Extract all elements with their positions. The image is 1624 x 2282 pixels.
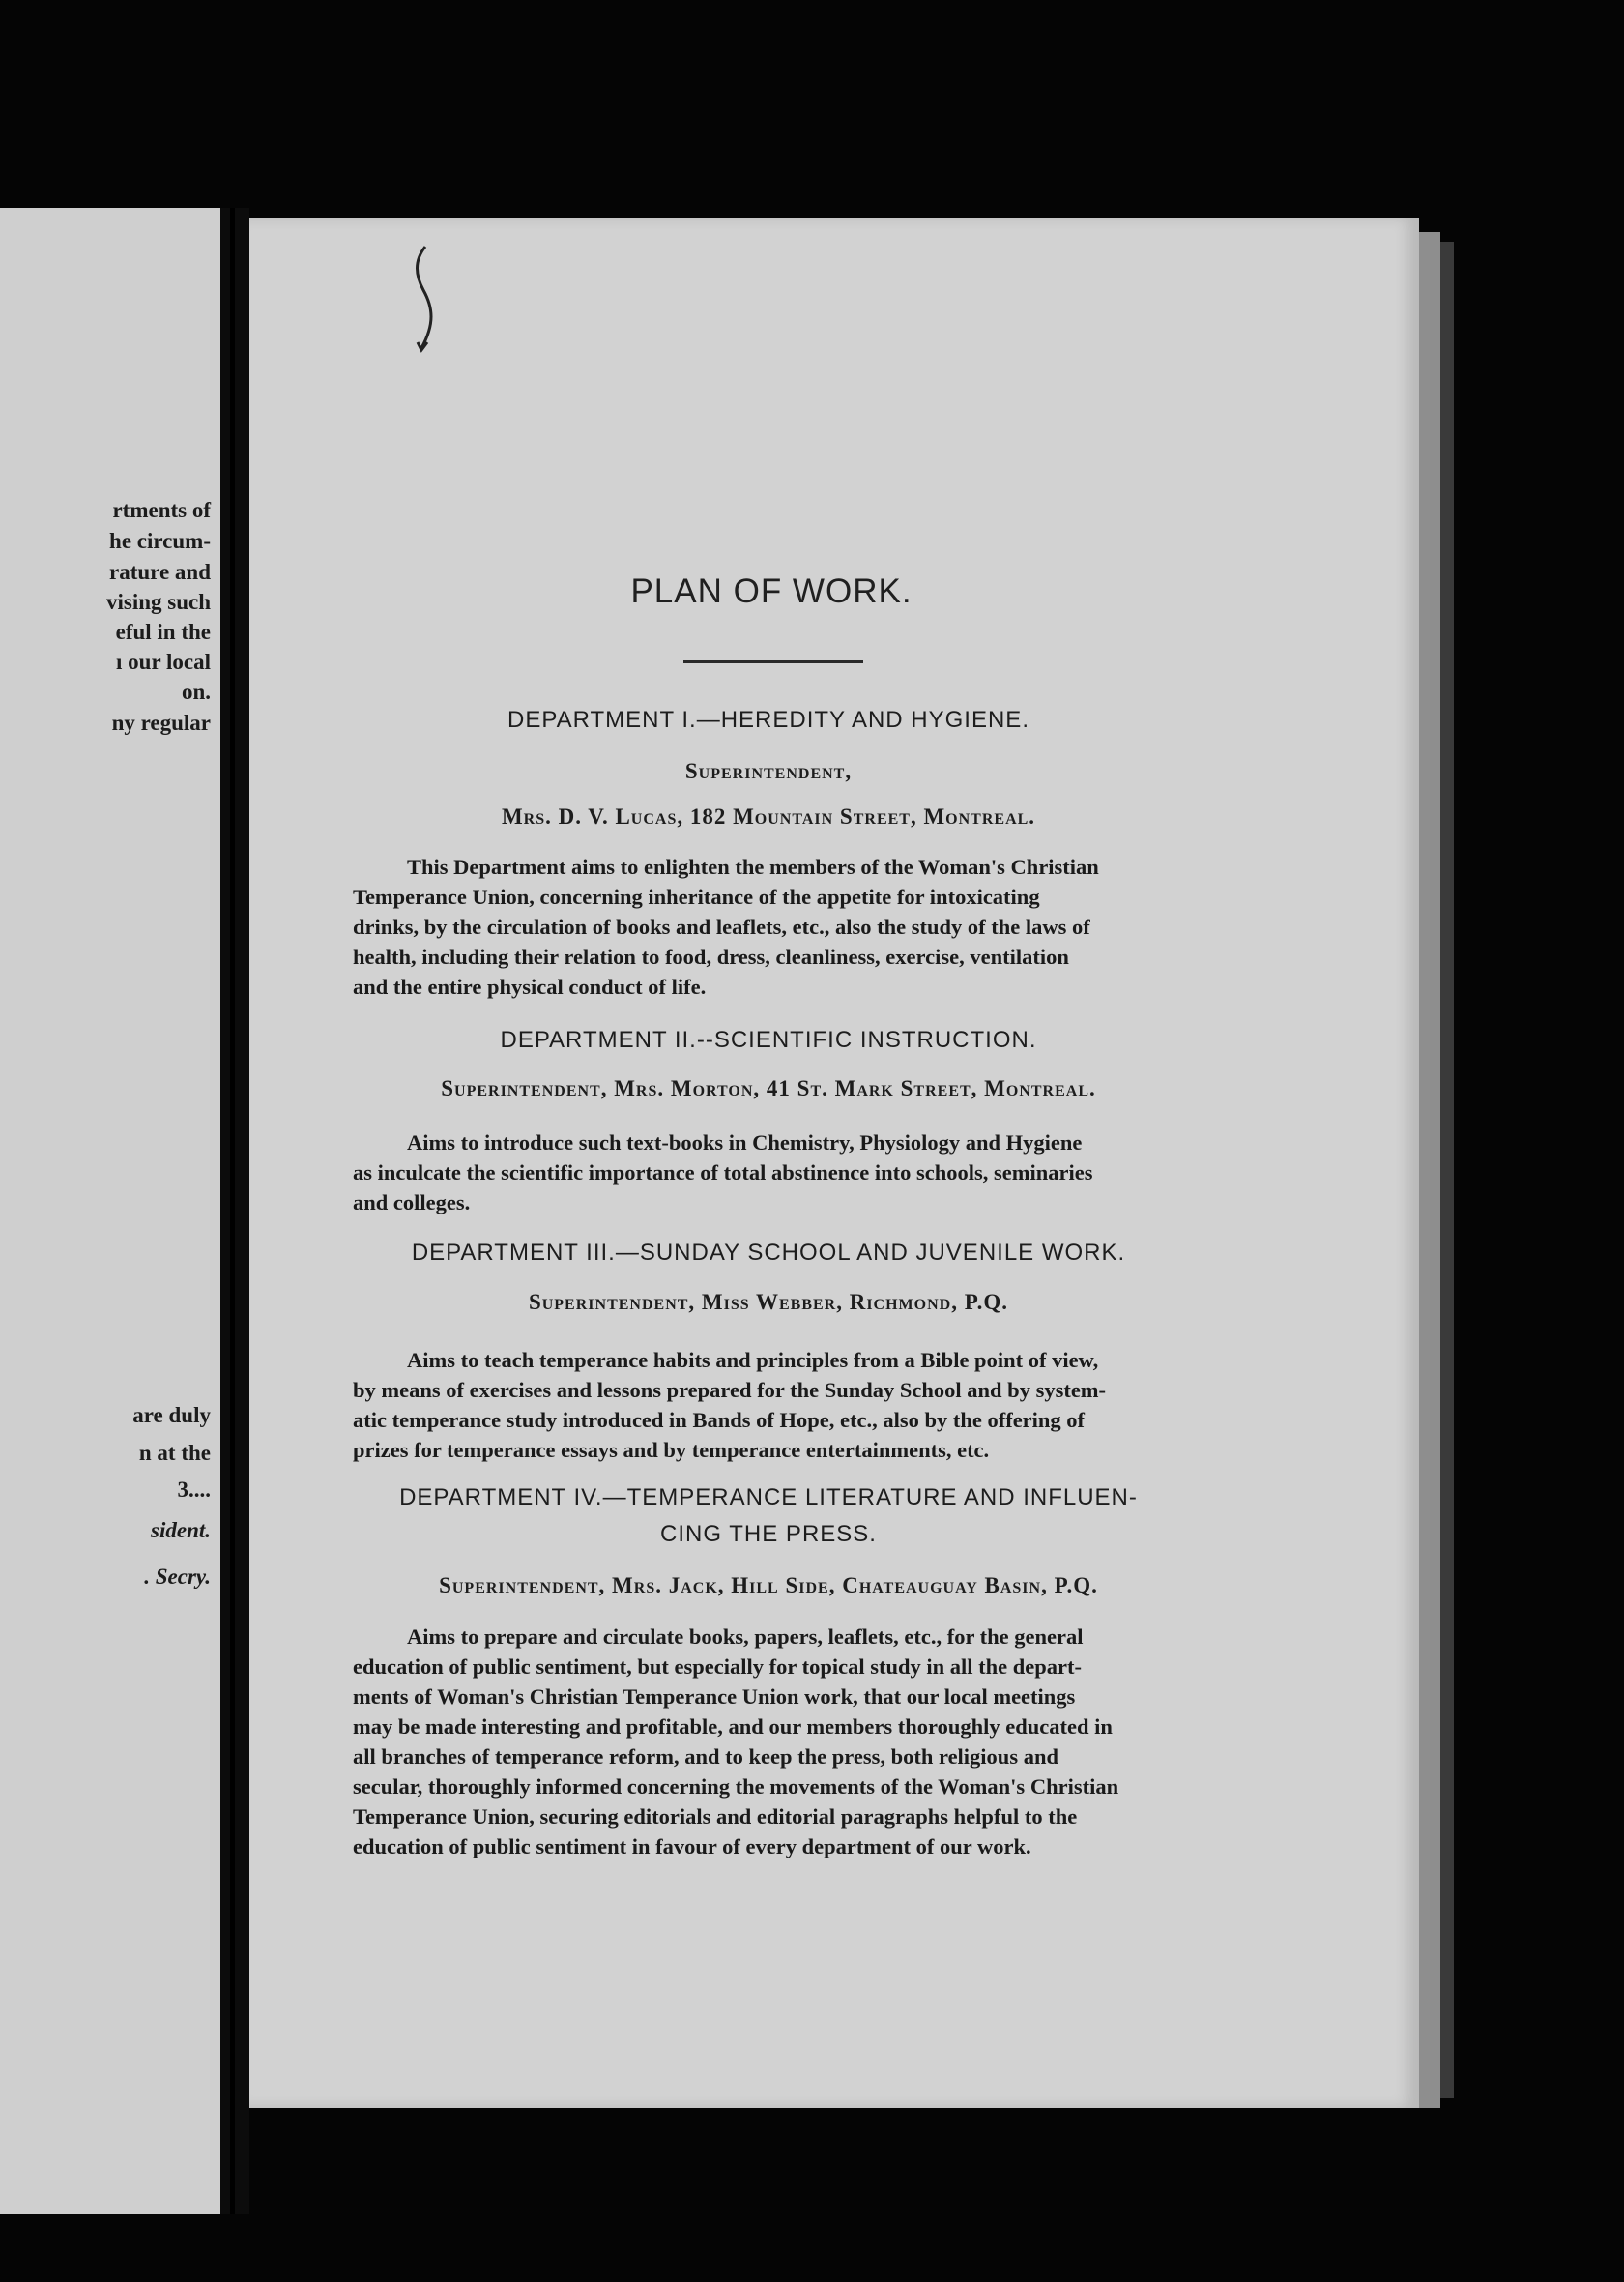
paragraph-line: atic temperance study introduced in Bands of Hope, etc., also by the offering of: [353, 1408, 1086, 1432]
department-1-paragraph: [353, 852, 1189, 1002]
left-page-line: rtments of: [112, 498, 211, 522]
page-title: PLAN OF WORK.: [630, 572, 913, 610]
left-page-line: . Secry.: [144, 1565, 211, 1589]
paragraph-line: may be made interesting and profitable, and our members thoroughly educated in: [353, 1714, 1113, 1739]
left-page-line: ı our local: [116, 650, 211, 674]
left-page-line: rature and: [109, 560, 211, 584]
department-3-heading: DEPARTMENT III.—SUNDAY SCHOOL AND JUVENILE WORK.: [411, 1240, 1126, 1266]
left-page-line: sident.: [151, 1518, 211, 1542]
paragraph-line: education of public sentiment in favour of every department of our work.: [353, 1834, 1031, 1858]
department-2-paragraph: [353, 1127, 1189, 1217]
left-page-line: are duly: [132, 1403, 211, 1427]
department-2-superintendent: Superintendent, Mrs. Morton, 41 St. Mark Street, Montreal.: [441, 1076, 1096, 1100]
left-page-line: on.: [181, 680, 211, 704]
paragraph-line: education of public sentiment, but especially for topical study in all the depart-: [353, 1654, 1082, 1679]
paragraph-line: all branches of temperance reform, and to keep the press, both religious and: [353, 1744, 1058, 1769]
page-edge: [1419, 232, 1440, 2108]
paragraph-line: as inculcate the scientific importance of total abstinence into schools, seminaries: [353, 1160, 1093, 1185]
paragraph-line: Aims to prepare and circulate books, papers, leaflets, etc., for the general: [407, 1624, 1084, 1649]
gutter: [220, 208, 249, 2214]
left-page-line: ny regular: [111, 711, 211, 735]
spine-rule: [230, 208, 235, 2214]
left-page-line: eful in the: [115, 620, 211, 644]
paragraph-line: Temperance Union, concerning inheritance of the appetite for intoxicating: [353, 885, 1040, 909]
paragraph-line: health, including their relation to food, dress, cleanliness, exercise, ventilation: [353, 945, 1069, 969]
left-page-line: 3....: [177, 1477, 211, 1502]
title-rule: [683, 660, 863, 663]
paragraph-line: Aims to introduce such text-books in Chemistry, Physiology and Hygiene: [407, 1130, 1083, 1155]
left-page: [0, 208, 220, 2214]
department-3-superintendent: Superintendent, Miss Webber, Richmond, P.Q.: [528, 1290, 1009, 1314]
page-edge-shadow: [1440, 242, 1454, 2098]
left-page-line: vising such: [105, 590, 211, 614]
department-4-heading: DEPARTMENT IV.—TEMPERANCE LITERATURE AND INFLUEN-: [399, 1484, 1138, 1510]
department-1-superintendent-label: Superintendent,: [684, 759, 853, 783]
paragraph-line: Temperance Union, securing editorials and editorial paragraphs helpful to the: [353, 1804, 1078, 1829]
paragraph-line: secular, thoroughly informed concerning the movements of the Woman's Christian: [353, 1774, 1119, 1799]
department-4-superintendent: Superintendent, Mrs. Jack, Hill Side, Chateauguay Basin, P.Q.: [439, 1573, 1098, 1597]
paragraph-line: prizes for temperance essays and by temperance entertainments, etc.: [353, 1438, 990, 1462]
department-1-superintendent: Mrs. D. V. Lucas, 182 Mountain Street, Montreal.: [501, 805, 1036, 829]
department-4-heading-continued: CING THE PRESS.: [660, 1521, 877, 1547]
handwritten-mark-icon: [406, 242, 445, 358]
paragraph-line: by means of exercises and lessons prepared for the Sunday School and by system-: [353, 1378, 1107, 1402]
paragraph-line: drinks, by the circulation of books and leaflets, etc., also the study of the laws of: [353, 915, 1090, 939]
department-3-paragraph: [353, 1345, 1189, 1465]
left-page-line: n at the: [138, 1441, 211, 1465]
paragraph-line: ments of Woman's Christian Temperance Union work, that our local meetings: [353, 1684, 1076, 1709]
department-1-heading: DEPARTMENT I.—HEREDITY AND HYGIENE.: [508, 707, 1030, 733]
department-2-heading: DEPARTMENT II.--SCIENTIFIC INSTRUCTION.: [500, 1027, 1037, 1053]
paragraph-line: and the entire physical conduct of life.: [353, 975, 707, 999]
paragraph-line: This Department aims to enlighten the members of the Woman's Christian: [407, 855, 1099, 879]
paragraph-line: and colleges.: [353, 1190, 471, 1214]
department-4-paragraph: [353, 1622, 1189, 1861]
left-page-line: he circum-: [109, 529, 211, 553]
paragraph-line: Aims to teach temperance habits and principles from a Bible point of view,: [407, 1348, 1099, 1372]
